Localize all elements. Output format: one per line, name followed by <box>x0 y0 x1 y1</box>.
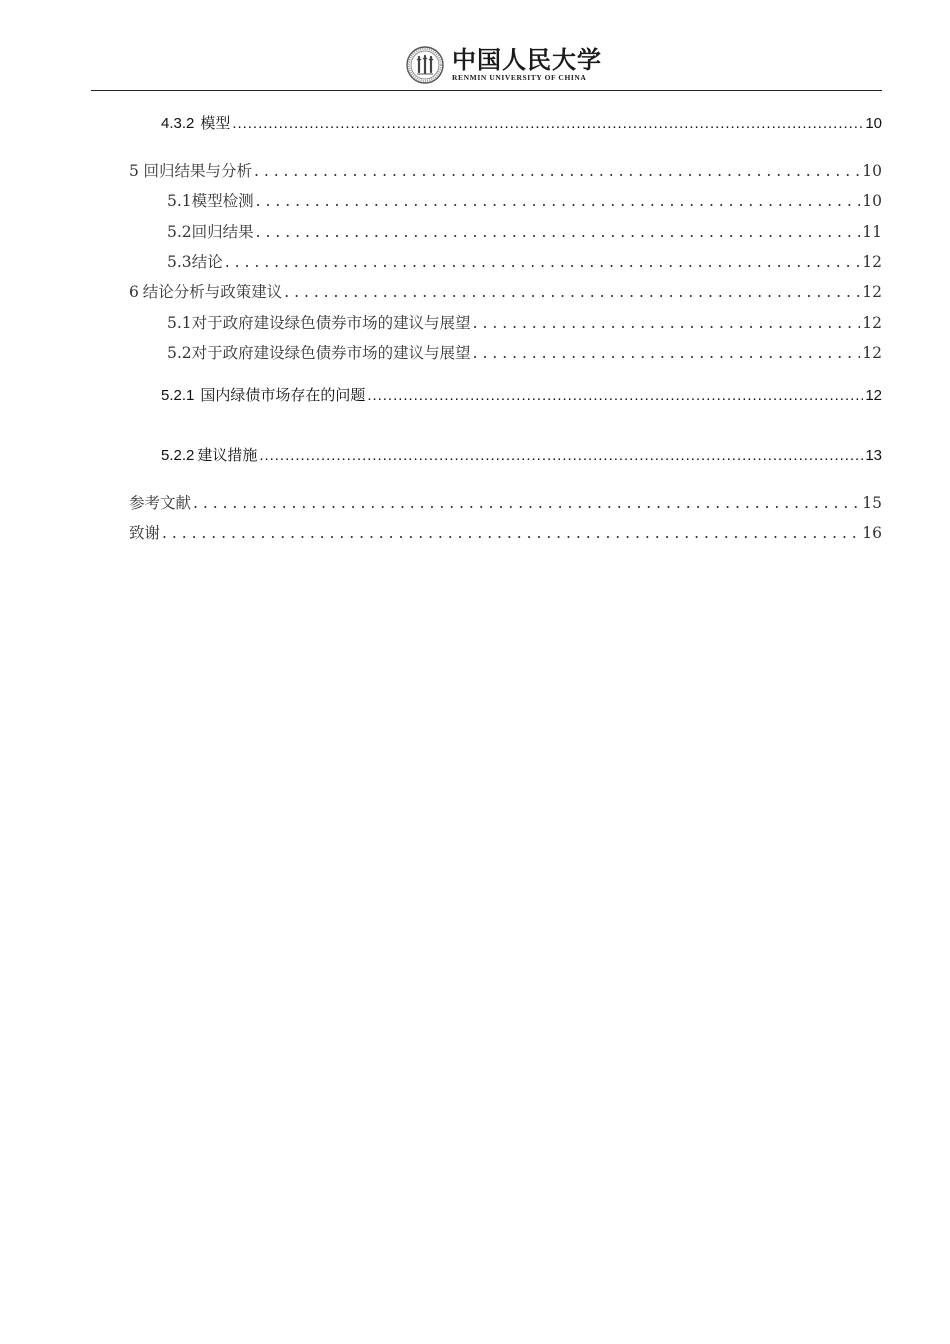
toc-entry[interactable] <box>167 250 882 272</box>
toc-entry[interactable] <box>167 189 882 211</box>
toc-leader-dots <box>256 223 861 241</box>
toc-entry-title: 对于政府建设绿色债券市场的建议与展望 <box>191 314 471 332</box>
header-divider <box>91 90 882 91</box>
toc-leader-dots <box>225 253 860 271</box>
toc-page-number: 10 <box>865 115 882 132</box>
toc-entry-number: 5 <box>129 162 139 180</box>
toc-leader-dots <box>284 283 860 301</box>
university-name-en: RENMIN UNIVERSITY OF CHINA <box>452 73 587 82</box>
toc-page-number: 11 <box>862 223 882 241</box>
toc-entry-title: 对于政府建设绿色债券市场的建议与展望 <box>191 344 471 362</box>
toc-entry-number: 4.3.2 <box>161 115 195 132</box>
toc-leader-dots <box>256 192 861 210</box>
toc-entry-number: 5.3 <box>167 253 192 271</box>
toc-entry-number: 5.2 <box>167 344 192 362</box>
toc-leader-dots <box>367 387 863 404</box>
toc-entry-title: 结论 <box>191 253 223 271</box>
toc-entry[interactable] <box>161 112 882 133</box>
toc-entry-title: 模型检测 <box>191 192 254 210</box>
toc-leader-dots <box>473 344 861 362</box>
toc-page-number: 10 <box>862 162 882 180</box>
toc-entry-number: 5.1 <box>167 314 192 332</box>
toc-entry-title: 国内绿债市场存在的问题 <box>200 387 366 404</box>
toc-entry-title: 建议措施 <box>197 447 258 464</box>
toc-leader-dots <box>254 162 860 180</box>
toc-entry[interactable] <box>167 341 882 363</box>
toc-entry-title: 回归结果 <box>191 223 254 241</box>
toc-entry-title: 模型 <box>200 115 231 132</box>
toc-entry[interactable] <box>129 491 882 513</box>
toc-entry-number: 5.2.2 <box>161 447 195 464</box>
toc-entry-number: 6 <box>129 283 139 301</box>
toc-leader-dots <box>259 447 863 464</box>
toc-page-number: 12 <box>862 344 882 362</box>
toc-page-number: 12 <box>862 283 882 301</box>
toc-entry-title: 致谢 <box>129 524 161 542</box>
toc-entry[interactable] <box>129 280 882 302</box>
toc-leader-dots <box>162 524 860 542</box>
toc-entry-number: 5.2 <box>167 223 192 241</box>
toc-leader-dots <box>193 494 860 512</box>
toc-entry[interactable] <box>161 444 882 465</box>
university-logo <box>406 46 602 84</box>
toc-page-number: 16 <box>862 524 882 542</box>
toc-entry-title: 回归结果与分析 <box>143 162 252 180</box>
toc-leader-dots <box>473 314 861 332</box>
toc-entry[interactable] <box>129 159 882 181</box>
toc-entry[interactable] <box>167 311 882 333</box>
toc-entry-number: 5.1 <box>167 192 192 210</box>
toc-page-number: 12 <box>862 253 882 271</box>
university-name-cn: 中国人民大学 <box>452 45 602 74</box>
toc-page-number: 13 <box>865 447 882 464</box>
toc-page-number: 15 <box>862 494 882 512</box>
toc-leader-dots <box>232 115 863 132</box>
page-header <box>0 40 950 92</box>
toc-entry-number: 5.2.1 <box>161 387 195 404</box>
toc-page-number: 10 <box>862 192 882 210</box>
toc-entry-title: 结论分析与政策建议 <box>142 283 283 301</box>
toc-page-number: 12 <box>865 387 882 404</box>
toc-entry-title: 参考文献 <box>129 494 192 512</box>
university-seal-icon <box>406 46 444 84</box>
toc-entry[interactable] <box>161 384 882 405</box>
toc-entry[interactable] <box>167 220 882 242</box>
toc-page-number: 12 <box>862 314 882 332</box>
toc-entry[interactable] <box>129 521 882 543</box>
